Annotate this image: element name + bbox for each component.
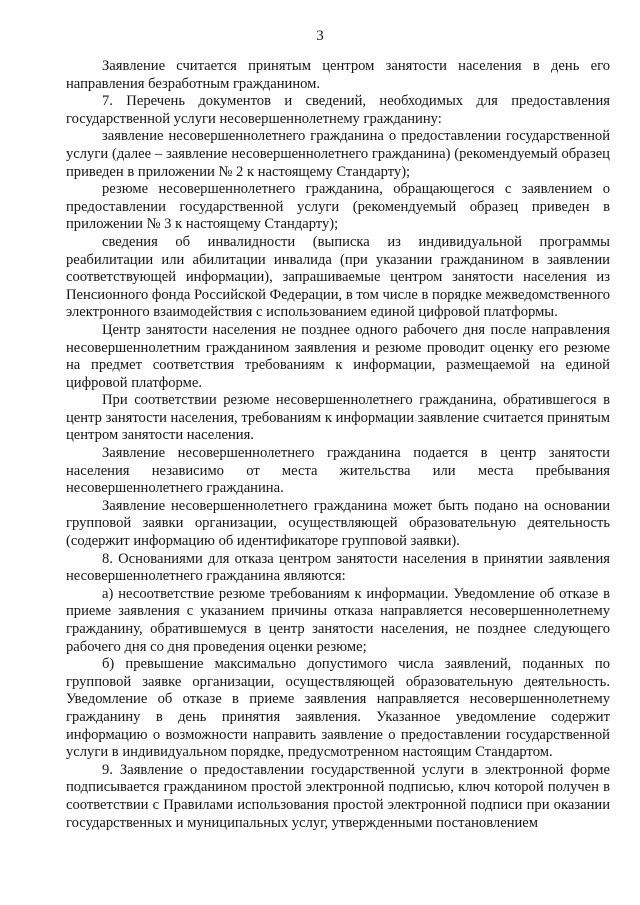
paragraph: При соответствии резюме несовершеннолетнего гражданина, обратившегося в центр занятости населения, требованиям к информации заявление считается принятым центром занятости населения. bbox=[66, 392, 610, 444]
paragraph: Заявление считается принятым центром занятости населения в день его направления безработным гражданином. bbox=[66, 58, 610, 92]
paragraph: 8. Основаниями для отказа центром занятости населения в принятии заявления несовершеннолетнего гражданина являются: bbox=[66, 550, 610, 585]
paragraph: 9. Заявление о предоставлении государственной услуги в электронной форме подписывается гражданином простой электронной подписью, ключ которой получен в соответствии с Правилами использования простой электронной подписи при оказании государственных и муниципальных услуг, утвержденными постановлением bbox=[66, 761, 610, 831]
paragraph: б) превышение максимально допустимого числа заявлений, поданных по групповой заявке организации, осуществляющей образовательную деятельность. Уведомление об отказе в приеме заявления направляется несовершеннолетнему гражданину в день принятия заявления. Указанное уведомление содержит информацию о возможности направить заявление о предоставлении государственной услуги в индивидуальном порядке, предусмотренном настоящим Стандартом. bbox=[66, 656, 610, 761]
paragraph: резюме несовершеннолетнего гражданина, обращающегося с заявлением о предоставлении государственной услуги (рекомендуемый образец приведен в приложении № 3 к настоящему Стандарту); bbox=[66, 181, 610, 233]
document-body bbox=[66, 58, 610, 832]
paragraph: Центр занятости населения не позднее одного рабочего дня после направления несовершеннолетним гражданином заявления и резюме проводит оценку его резюме на предмет соответствия требованиям к информации, размещаемой на единой цифровой платформе. bbox=[66, 321, 610, 391]
paragraph: Заявление несовершеннолетнего гражданина подается в центр занятости населения независимо от места жительства или места пребывания несовершеннолетнего гражданина. bbox=[66, 445, 610, 497]
paragraph: Заявление несовершеннолетнего гражданина может быть подано на основании групповой заявки организации, осуществляющей образовательную деятельность (содержит информацию об идентификаторе групповой заявки). bbox=[66, 497, 610, 550]
paragraph: 7. Перечень документов и сведений, необходимых для предоставления государственной услуги несовершеннолетнему гражданину: bbox=[66, 93, 610, 127]
paragraph: заявление несовершеннолетнего гражданина о предоставлении государственной услуги (далее – заявление несовершеннолетнего гражданина) (рекомендуемый образец приведен в приложении № 2 к настоящему Стандарту); bbox=[66, 128, 610, 180]
paragraph: а) несоответствие резюме требованиям к информации. Уведомление об отказе в приеме заявления с указанием причины отказа направляется несовершеннолетнему гражданину, обратившемуся в центр занятости населения, не позднее следующего рабочего дня со дня проведения оценки резюме; bbox=[66, 585, 610, 655]
page-number: 3 bbox=[316, 28, 324, 44]
paragraph: сведения об инвалидности (выписка из индивидуальной программы реабилитации или абилитации инвалида (при указании гражданином в заявлении соответствующей информации), запрашиваемые центром занятости населения из Пенсионного фонда Российской Федерации, в том числе в порядке межведомственного электронного взаимодействия с использованием единой цифровой платформы. bbox=[66, 233, 610, 321]
